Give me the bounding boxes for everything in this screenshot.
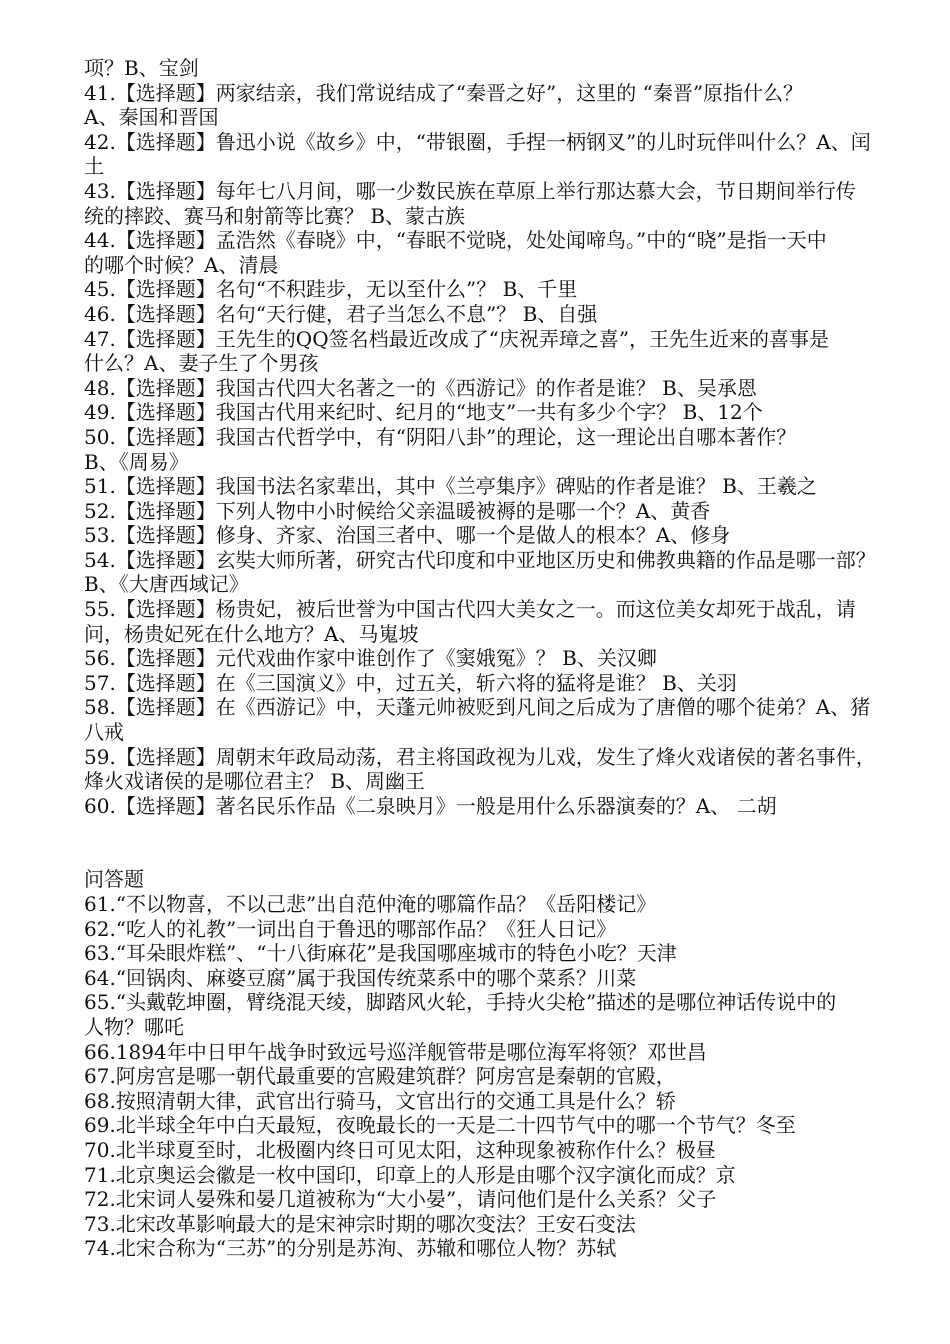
- text-line: 44.【选择题】孟浩然《春晓》中，“春眠不觉晓，处处闻啼鸟。”中的“晓”是指一天中: [84, 228, 827, 253]
- text-line: 74.北宋合称为“三苏”的分别是苏洵、苏辙和哪位人物？苏轼: [84, 1236, 617, 1261]
- section-spacer: [84, 818, 890, 867]
- text-line: 53.【选择题】修身、齐家、治国三者中、哪一个是做人的根本？A、修身: [84, 523, 731, 548]
- text-line: 什么？A、妻子生了个男孩: [84, 351, 319, 376]
- text-line: 61.“不以物喜，不以己悲”出自范仲淹的哪篇作品？《岳阳楼记》: [84, 892, 657, 916]
- text-line: 45.【选择题】名句“不积跬步，无以至什么”？ B、千里: [84, 277, 578, 302]
- text-line: 58.【选择题】在《西游记》中，天蓬元帅被贬到凡间之后成为了唐僧的哪个徒弟？A、猪: [84, 695, 871, 720]
- text-line: 烽火戏诸侯的是哪位君主？ B、周幽王: [84, 769, 426, 794]
- text-line: 68.按照清朝大律，武官出行骑马，文官出行的交通工具是什么？轿: [84, 1088, 676, 1113]
- text-line: 63.“耳朵眼炸糕”、“十八街麻花”是我国哪座城市的特色小吃？天津: [84, 941, 677, 966]
- text-line: A、秦国和晋国: [84, 105, 219, 130]
- text-line: B、《大唐西域记》: [84, 572, 249, 597]
- multiple-choice-section: [84, 56, 890, 818]
- text-line: 41.【选择题】两家结亲，我们常说结成了“秦晋之好”，这里的 “秦晋”原指什么？: [84, 80, 804, 105]
- text-line: 67.阿房宫是哪一朝代最重要的宫殿建筑群？阿房宫是秦朝的官殿，: [84, 1064, 676, 1089]
- text-line: 51.【选择题】我国书法名家辈出，其中《兰亭集序》碑贴的作者是谁？ B、王羲之: [84, 474, 817, 499]
- text-line: 52.【选择题】下列人物中小时候给父亲温暖被褥的是哪一个？A、黄香: [84, 498, 711, 523]
- text-line: 60.【选择题】著名民乐作品《二泉映月》一般是用什么乐器演奏的？A、 二胡: [84, 793, 777, 818]
- text-line: 66.1894年中日甲午战争时致远号巡洋舰管带是哪位海军将领？邓世昌: [84, 1039, 707, 1064]
- text-line: 70.北半球夏至时，北极圈内终日可见太阳，这种现象被称作什么？极昼: [84, 1137, 716, 1162]
- text-line: 项？B、宝剑: [84, 56, 199, 80]
- section-heading: 问答题: [84, 867, 144, 892]
- text-line: 73.北宋改革影响最大的是宋神宗时期的哪次变法？王安石变法: [84, 1211, 636, 1236]
- text-line: 50.【选择题】我国古代哲学中，有“阴阳八卦”的理论，这一理论出自哪本著作？: [84, 424, 797, 449]
- text-line: 46.【选择题】名句“天行健，君子当怎么不息”？ B、自强: [84, 301, 598, 326]
- text-line: 57.【选择题】在《三国演义》中，过五关，斩六将的猛将是谁？ B、关羽: [84, 670, 737, 695]
- text-line: 65.“头戴乾坤圈，臂绕混天绫，脚踏风火轮，手持火尖枪”描述的是哪位神话传说中的: [84, 990, 837, 1015]
- text-line: 56.【选择题】元代戏曲作家中谁创作了《窦娥冤》？ B、关汉卿: [84, 646, 657, 671]
- text-line: B、《周易》: [84, 449, 189, 474]
- text-line: 43.【选择题】每年七八月间，哪一少数民族在草原上举行那达慕大会，节日期间举行传: [84, 178, 856, 203]
- qa-section: [84, 867, 890, 1261]
- text-line: 71.北京奥运会徽是一枚中国印，印章上的人形是由哪个汉字演化而成？京: [84, 1162, 736, 1187]
- text-line: 47.【选择题】王先生的QQ签名档最近改成了“庆祝弄璋之喜”，王先生近来的喜事是: [84, 326, 830, 351]
- text-line: 54.【选择题】玄奘大师所著，研究古代印度和中亚地区历史和佛教典籍的作品是哪一部？: [84, 547, 876, 572]
- text-line: 72.北宋词人晏殊和晏几道被称为“大小晏”，请问他们是什么关系？父子: [84, 1187, 717, 1212]
- text-line: 69.北半球全年中白天最短，夜晚最长的一天是二十四节气中的哪一个节气？冬至: [84, 1113, 796, 1138]
- text-line: 62.“吃人的礼教”一词出自于鲁迅的哪部作品？《狂人日记》: [84, 916, 617, 941]
- text-line: 49.【选择题】我国古代用来纪时、纪月的“地支”一共有多少个字？ B、12个: [84, 400, 763, 425]
- text-line: 人物？哪吒: [84, 1014, 184, 1039]
- text-line: 的哪个时候？A、清晨: [84, 252, 279, 277]
- text-line: 42.【选择题】鲁迅小说《故乡》中，“带银圈，手捏一柄钢叉”的儿时玩伴叫什么？A、闰: [84, 129, 871, 154]
- text-line: 55.【选择题】杨贵妃，被后世誉为中国古代四大美女之一。而这位美女却死于战乱，请: [84, 597, 856, 622]
- text-line: 土: [84, 154, 104, 179]
- text-line: 八戒: [84, 720, 124, 745]
- text-line: 59.【选择题】周朝末年政局动荡，君主将国政视为儿戏，发生了烽火戏诸侯的著名事件，: [84, 744, 876, 769]
- text-line: 统的摔跤、赛马和射箭等比赛？ B、蒙古族: [84, 203, 466, 228]
- text-line: 问，杨贵妃死在什么地方？A、马嵬坡: [84, 621, 419, 646]
- text-line: 64.“回锅肉、麻婆豆腐”属于我国传统菜系中的哪个菜系？川菜: [84, 965, 637, 990]
- text-line: 48.【选择题】我国古代四大名著之一的《西游记》的作者是谁？ B、吴承恩: [84, 375, 757, 400]
